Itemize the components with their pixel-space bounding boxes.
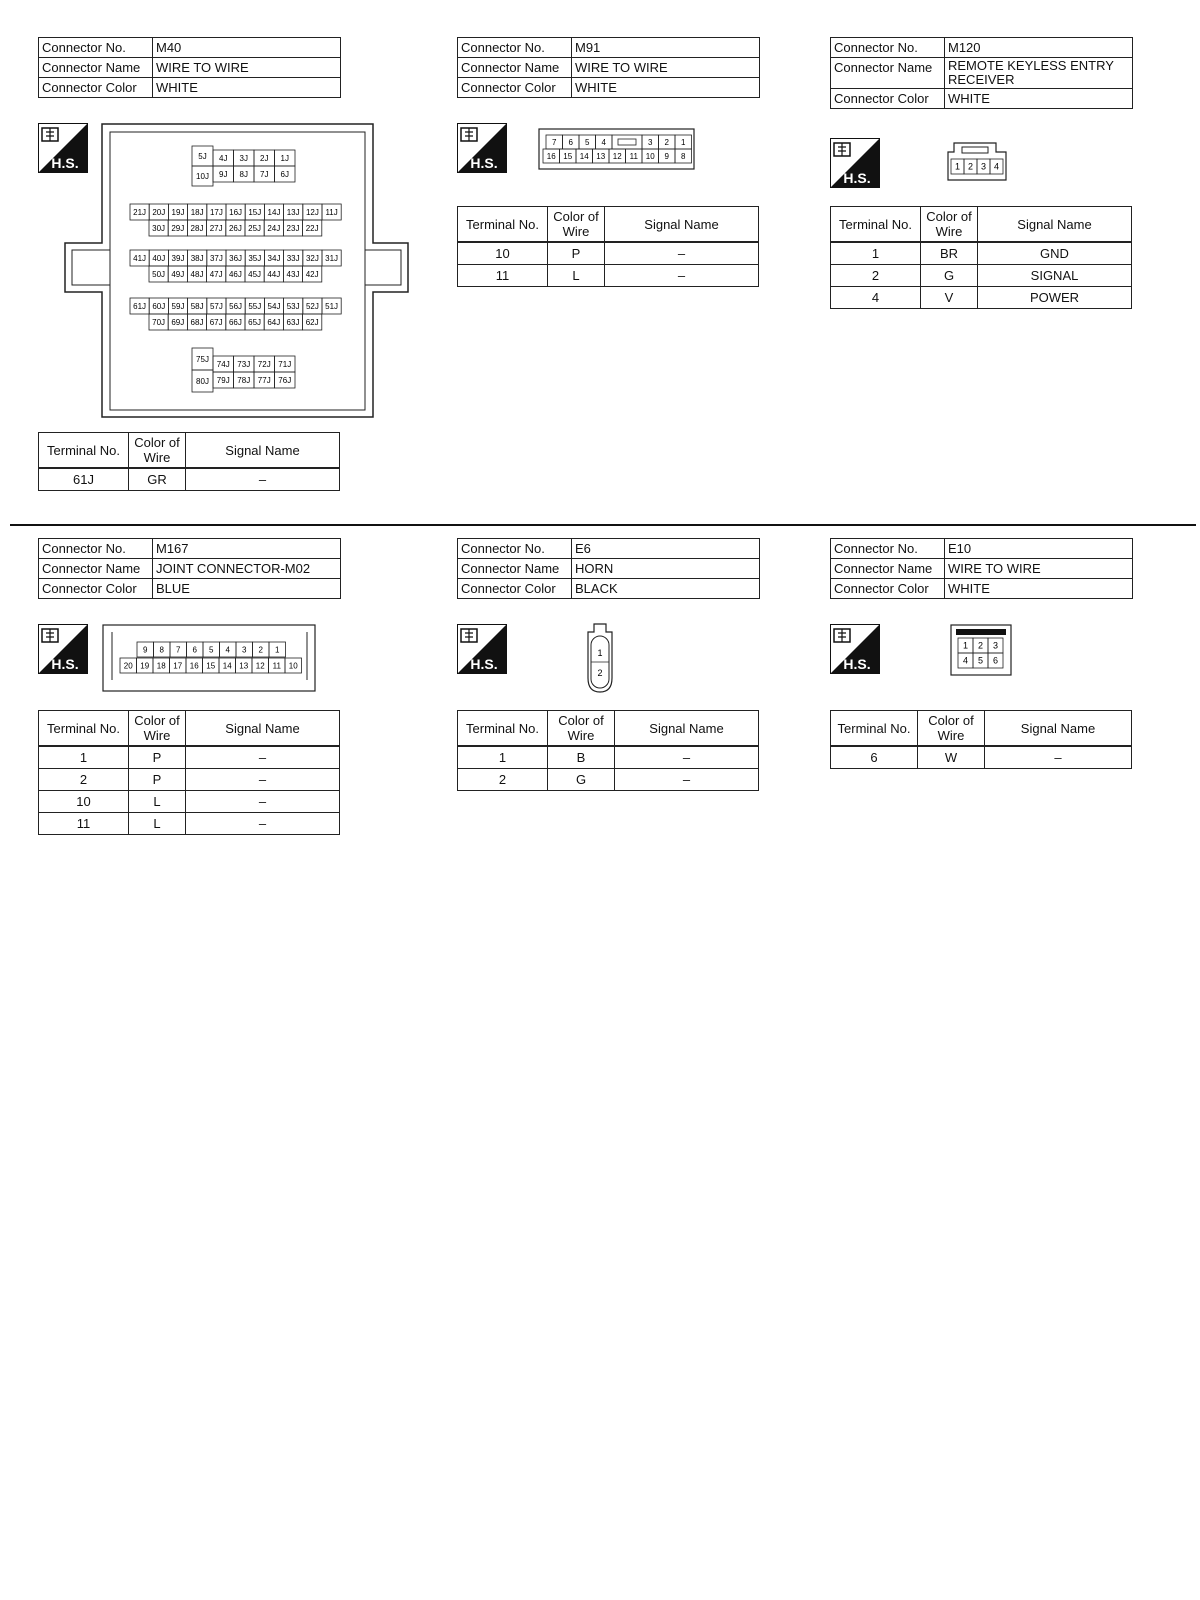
pin-label: 74J (216, 360, 230, 369)
pin-label: 44J (267, 270, 281, 279)
table-row: 61J GR – (39, 468, 340, 491)
pin-label: 80J (196, 377, 209, 386)
pin-label: 1 (597, 648, 603, 658)
pin-label: 10 (645, 152, 655, 161)
pin-label: 66J (228, 318, 242, 327)
connector-no-value: M120 (945, 38, 1133, 58)
signal-name-header: Signal Name (978, 207, 1132, 243)
connector-info-m40 (38, 37, 341, 98)
pin-label: 3J (239, 154, 248, 163)
pin-label: 7J (260, 170, 269, 179)
pin-label: 3 (980, 161, 987, 172)
pin-label: 14 (579, 152, 589, 161)
pin-label: 27J (209, 224, 223, 233)
pin-label: 56J (229, 302, 243, 311)
hs-label: H.S. (843, 170, 871, 186)
connector-info-m120 (830, 37, 1133, 109)
signal-name-header: Signal Name (985, 711, 1132, 747)
pin-label: 3 (648, 138, 653, 147)
connector-name-value: HORN (572, 559, 760, 579)
pin-label: 52J (305, 302, 319, 311)
connector-no-label: Connector No. (458, 539, 572, 559)
pin-label: 48J (190, 270, 204, 279)
pin-label: 30J (152, 224, 166, 233)
pin-label: 61J (133, 302, 147, 311)
connector-color-label: Connector Color (458, 579, 572, 599)
connector-no-label: Connector No. (39, 539, 153, 559)
pin-label: 5 (585, 138, 590, 147)
connector-name-label: Connector Name (39, 58, 153, 78)
table-row: 2 G – (458, 769, 759, 791)
pin-label: 2 (664, 138, 669, 147)
pin-label: 45J (248, 270, 262, 279)
connector-name-value: REMOTE KEYLESS ENTRY RECEIVER (945, 58, 1133, 89)
pin-label: 2 (977, 640, 984, 651)
pin-label: 64J (267, 318, 281, 327)
pin-label: 77J (257, 376, 271, 385)
pin-label: 60J (152, 302, 166, 311)
connector-no-value: M167 (153, 539, 341, 559)
pin-label: 5 (209, 645, 214, 655)
pin-label: 9 (664, 152, 669, 161)
pin-label: 18 (156, 661, 166, 671)
connector-color-label: Connector Color (831, 89, 945, 109)
pin-label: 39J (171, 254, 185, 263)
table-row: 1 P – (39, 746, 340, 769)
pin-label: 17J (209, 208, 223, 217)
pin-label: 71J (278, 360, 292, 369)
pin-label: 6J (280, 170, 289, 179)
pin-label: 2J (260, 154, 269, 163)
color-of-wire-header: Color of Wire (921, 207, 978, 243)
pin-label: 11 (629, 152, 638, 161)
color-of-wire-header: Color of Wire (129, 711, 186, 747)
pin-label: 4J (219, 154, 228, 163)
harness-side-icon (830, 138, 880, 188)
connector-info-m91 (457, 37, 760, 98)
hs-label: H.S. (51, 155, 79, 171)
table-row: 11 L – (458, 265, 759, 287)
connector-no-value: M40 (153, 38, 341, 58)
connector-no-label: Connector No. (458, 38, 572, 58)
pin-label: 63J (286, 318, 300, 327)
harness-side-icon (457, 624, 507, 674)
connector-no-value: E6 (572, 539, 760, 559)
table-row: 4 V POWER (831, 287, 1132, 309)
table-row: 1 BR GND (831, 242, 1132, 265)
pin-label: 72J (257, 360, 271, 369)
pin-label: 9J (219, 170, 228, 179)
signal-name-header: Signal Name (615, 711, 759, 747)
pin-label: 33J (286, 254, 300, 263)
pin-label: 49J (171, 270, 185, 279)
pin-label: 43J (286, 270, 300, 279)
pin-label: 35J (248, 254, 262, 263)
connector-name-label: Connector Name (831, 559, 945, 579)
pin-label: 6 (568, 138, 573, 147)
key-slot (612, 135, 642, 149)
pin-label: 4 (601, 138, 606, 147)
pin-label: 31J (325, 254, 339, 263)
pin-label: 67J (209, 318, 223, 327)
connector-face-e6 (578, 622, 622, 694)
pin-label: 2 (258, 645, 263, 655)
pin-label: 12J (305, 208, 319, 217)
pin-label: 10 (288, 661, 298, 671)
pin-label: 23J (286, 224, 300, 233)
connector-name-label: Connector Name (831, 58, 945, 89)
table-row: 11 L – (39, 813, 340, 835)
connector-color-value: WHITE (945, 89, 1133, 109)
signal-name-header: Signal Name (605, 207, 759, 243)
connector-color-value: WHITE (945, 579, 1133, 599)
connector-no-value: E10 (945, 539, 1133, 559)
connector-name-value: JOINT CONNECTOR-M02 (153, 559, 341, 579)
pin-label: 3 (992, 640, 999, 651)
connector-face-e10 (950, 624, 1014, 676)
pin-label: 46J (228, 270, 242, 279)
pin-label: 2 (967, 161, 974, 172)
pin-label: 10J (196, 172, 209, 181)
pin-label: 14J (267, 208, 281, 217)
pin-label: 13 (239, 661, 249, 671)
pin-label: 78J (237, 376, 251, 385)
pin-label: 16J (229, 208, 243, 217)
pin-label: 32J (305, 254, 319, 263)
connector-name-value: WIRE TO WIRE (945, 559, 1133, 579)
pin-label: 1 (681, 138, 686, 147)
pin-label: 51J (325, 302, 339, 311)
pin-label: 59J (171, 302, 185, 311)
table-row: 10 P – (458, 242, 759, 265)
pin-label: 7 (176, 645, 181, 655)
connector-no-label: Connector No. (831, 38, 945, 58)
pin-label: 19 (140, 661, 150, 671)
connector-color-label: Connector Color (458, 78, 572, 98)
terminal-no-header: Terminal No. (831, 711, 918, 747)
pin-label: 47J (209, 270, 223, 279)
terminal-table-m40 (38, 432, 340, 491)
terminal-table-m167 (38, 710, 340, 835)
pin-label: 55J (248, 302, 262, 311)
pin-label: 20J (152, 208, 166, 217)
connector-color-value: WHITE (153, 78, 341, 98)
connector-color-value: BLUE (153, 579, 341, 599)
pin-label: 37J (209, 254, 223, 263)
pin-label: 3 (242, 645, 247, 655)
pin-label: 15 (206, 661, 216, 671)
pin-label: 12 (612, 152, 622, 161)
key-slot-inner (618, 139, 636, 145)
pin-label: 70J (152, 318, 166, 327)
pin-label: 1 (962, 640, 969, 651)
connector-name-label: Connector Name (39, 559, 153, 579)
pin-label: 73J (237, 360, 251, 369)
pin-label: 26J (228, 224, 242, 233)
terminal-table-e6 (457, 710, 759, 791)
pin-label: 15J (248, 208, 262, 217)
pin-label: 25J (248, 224, 262, 233)
pin-label: 38J (190, 254, 204, 263)
connector-no-label: Connector No. (39, 38, 153, 58)
pin-label: 14 (222, 661, 232, 671)
connector-face-m167 (102, 624, 318, 694)
pin-label: 13J (286, 208, 300, 217)
hs-label: H.S. (51, 656, 79, 672)
color-of-wire-header: Color of Wire (129, 433, 186, 469)
harness-side-icon (38, 624, 88, 674)
connector-name-label: Connector Name (458, 58, 572, 78)
pin-label: 1 (275, 645, 280, 655)
connector-name-value: WIRE TO WIRE (572, 58, 760, 78)
color-of-wire-header: Color of Wire (548, 711, 615, 747)
harness-side-icon (457, 123, 507, 173)
pin-label: 17 (173, 661, 183, 671)
connector-face-m91 (538, 128, 698, 172)
pin-label: 7 (552, 138, 557, 147)
hs-label: H.S. (843, 656, 871, 672)
signal-name-header: Signal Name (186, 711, 340, 747)
pin-label: 69J (171, 318, 185, 327)
connector-color-value: BLACK (572, 579, 760, 599)
terminal-table-m91 (457, 206, 759, 287)
connector-no-value: M91 (572, 38, 760, 58)
pin-label: 76J (278, 376, 292, 385)
pin-label: 1 (954, 161, 961, 172)
pin-label: 8 (681, 152, 686, 161)
pin-label: 12 (255, 661, 265, 671)
connector-face-m120 (936, 140, 1018, 184)
pin-label: 13 (596, 152, 606, 161)
pin-label: 5J (198, 152, 207, 161)
pin-label: 5 (977, 655, 984, 666)
pin-label: 9 (143, 645, 148, 655)
pin-label: 19J (171, 208, 185, 217)
connector-info-e6 (457, 538, 760, 599)
table-row: 10 L – (39, 791, 340, 813)
pin-label: 42J (305, 270, 319, 279)
connector-no-label: Connector No. (831, 539, 945, 559)
pin-label: 24J (267, 224, 281, 233)
pin-label: 11 (272, 661, 281, 671)
pin-label: 79J (216, 376, 230, 385)
table-row: 2 G SIGNAL (831, 265, 1132, 287)
hs-label: H.S. (470, 155, 498, 171)
hs-label: H.S. (470, 656, 498, 672)
pin-label: 28J (190, 224, 204, 233)
pin-label: 58J (190, 302, 204, 311)
pin-label: 68J (190, 318, 204, 327)
section-divider (10, 524, 1196, 526)
table-row: 2 P – (39, 769, 340, 791)
terminal-table-e10 (830, 710, 1132, 769)
terminal-no-header: Terminal No. (458, 711, 548, 747)
table-row: 1 B – (458, 746, 759, 769)
pin-label: 2 (597, 668, 603, 678)
terminal-no-header: Terminal No. (39, 433, 129, 469)
connector-color-value: WHITE (572, 78, 760, 98)
connector-color-label: Connector Color (39, 579, 153, 599)
pin-label: 15 (563, 152, 573, 161)
pin-label: 53J (286, 302, 300, 311)
connector-color-label: Connector Color (831, 579, 945, 599)
pin-label: 18J (190, 208, 204, 217)
pin-label: 29J (171, 224, 185, 233)
terminal-no-header: Terminal No. (39, 711, 129, 747)
pin-label: 50J (152, 270, 166, 279)
pin-label: 4 (993, 161, 1000, 172)
pin-label: 22J (305, 224, 319, 233)
pin-label: 62J (305, 318, 319, 327)
pin-label: 65J (248, 318, 262, 327)
table-row: 6 W – (831, 746, 1132, 769)
pin-label: 54J (267, 302, 281, 311)
pin-label: 6 (992, 655, 999, 666)
pin-label: 21J (133, 208, 147, 217)
pin-label: 1J (280, 154, 289, 163)
pin-label: 36J (229, 254, 243, 263)
terminal-no-header: Terminal No. (831, 207, 921, 243)
pin-label: 34J (267, 254, 281, 263)
pin-label: 8 (159, 645, 164, 655)
pin-label: 16 (189, 661, 199, 671)
pin-label: 4 (962, 655, 969, 666)
connector-name-label: Connector Name (458, 559, 572, 579)
harness-side-icon (830, 624, 880, 674)
pin-label: 11J (325, 208, 338, 217)
pin-label: 75J (196, 355, 209, 364)
connector-info-m167 (38, 538, 341, 599)
signal-name-header: Signal Name (186, 433, 340, 469)
terminal-no-header: Terminal No. (458, 207, 548, 243)
connector-name-value: WIRE TO WIRE (153, 58, 341, 78)
pin-label: 41J (133, 254, 147, 263)
pin-label: 4 (225, 645, 230, 655)
terminal-table-m120 (830, 206, 1132, 309)
pin-label: 57J (209, 302, 223, 311)
color-of-wire-header: Color of Wire (918, 711, 985, 747)
pin-label: 20 (123, 661, 133, 671)
color-of-wire-header: Color of Wire (548, 207, 605, 243)
pin-label: 40J (152, 254, 166, 263)
connector-color-label: Connector Color (39, 78, 153, 98)
pin-label: 6 (192, 645, 197, 655)
connector-info-e10 (830, 538, 1133, 599)
connector-face-m40 (60, 120, 420, 425)
pin-label: 16 (546, 152, 556, 161)
pin-label: 8J (239, 170, 248, 179)
